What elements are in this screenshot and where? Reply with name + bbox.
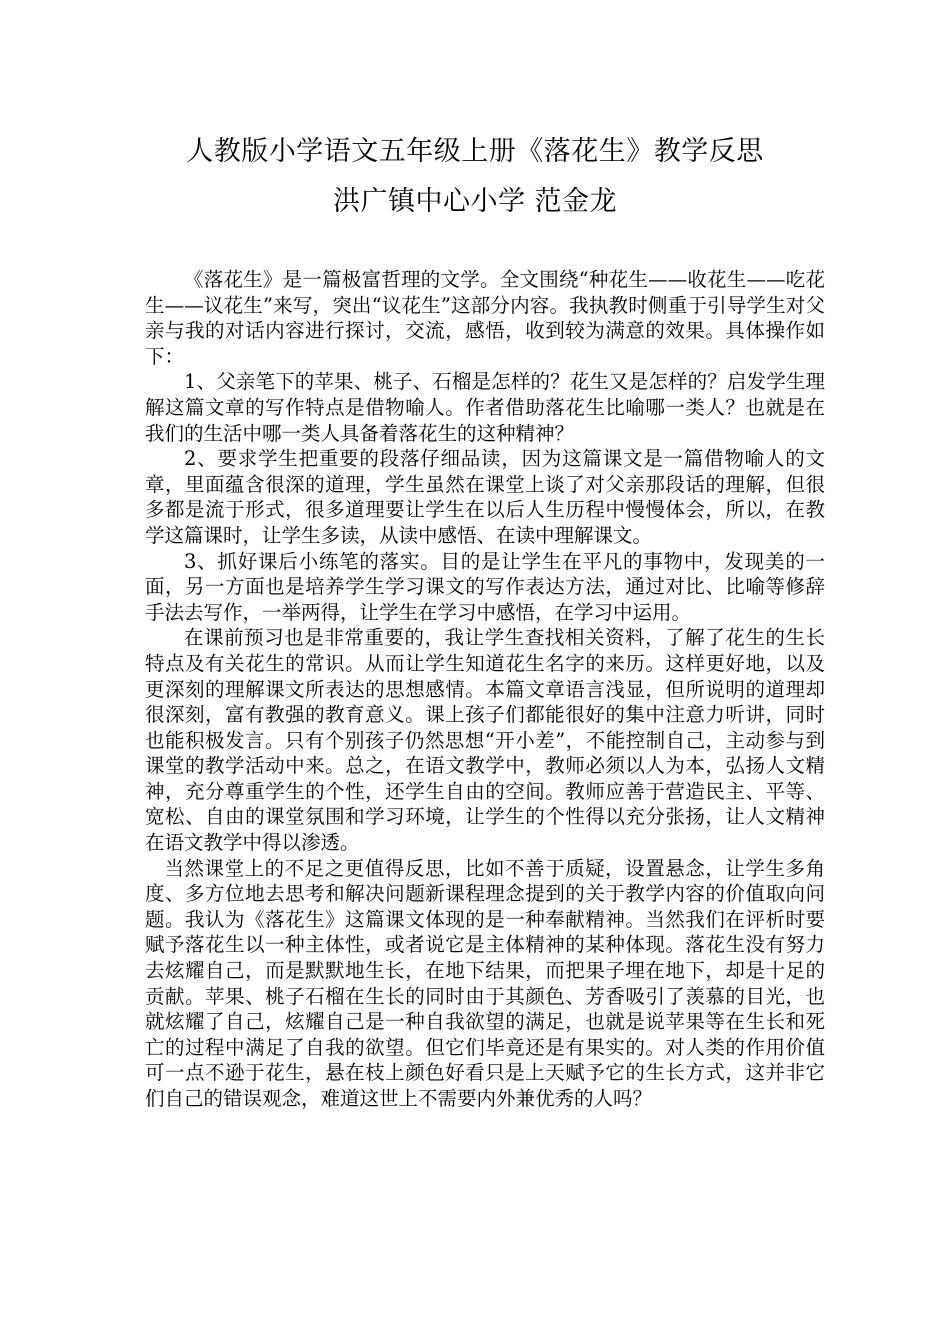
paragraph-point-2: 2、要求学生把重要的段落仔细品读，因为这篇课文是一篇借物喻人的文章，里面蕴含很深的道理，学生虽然在课堂上谈了对父亲那段话的理解，但很多都是流于形式，很多道理要让学生在以后人生历程中慢慢体会，所以，在教学这篇课时，让学生多读，从读中感悟、在读中理解课文。 [145, 447, 825, 547]
paragraph-preview: 在课前预习也是非常重要的，我让学生查找相关资料，了解了花生的生长特点及有关花生的常识。从而让学生知道花生名字的来历。这样更好地，以及更深刻的理解课文所表达的思想感情。本篇文章语言浅显，但所说明的道理却很深刻，富有教强的教育意义。课上孩子们都能很好的集中注意力听讲，同时也能积极发言。只有个别孩子仍然思想“开小差”，不能控制自己，主动参与到课堂的教学活动中来。总之，在语文教学中，教师必须以人为本，弘扬人文精神，充分尊重学生的个性，还学生自由的空间。教师应善于营造民主、平等、宽松、自由的课堂氛围和学习环境，让学生的个性得以充分张扬，让人文精神在语文教学中得以渗透。 [145, 626, 825, 855]
paragraph-reflection: 当然课堂上的不足之更值得反思，比如不善于质疑，设置悬念，让学生多角度、多方位地去思考和解决问题新课程理念提到的关于教学内容的价值取向问题。我认为《落花生》这篇课文体现的是一种奉献精神。当然我们在评析时要赋予落花生以一种主体性，或者说它是主体精神的某种体现。落花生没有努力去炫耀自己，而是默默地生长，在地下结果，而把果子埋在地下，却是十足的贡献。苹果、桃子石榴在生长的同时由于其颜色、芳香吸引了羡慕的目光，也就炫耀了自己，炫耀自己是一种自我欲望的满足，也就是说苹果等在生长和死亡的过程中满足了自我的欲望。但它们毕竟还是有果实的。对人类的作用价值可一点不逊于花生，悬在枝上颜色好看只是上天赋予它的生长方式，这并非它们自己的错误观念，难道这世上不需要内外兼优秀的人吗？ [145, 856, 825, 1110]
paragraph-point-1: 1、父亲笔下的苹果、桃子、石榴是怎样的？花生又是怎样的？启发学生理解这篇文章的写作特点是借物喻人。作者借助落花生比喻哪一类人？也就是在我们的生活中哪一类人具备着落花生的这种精神？ [145, 370, 825, 445]
document-body [145, 267, 825, 1112]
paragraph-intro: 《落花生》是一篇极富哲理的文学。全文围绕“种花生——收花生——吃花生——议花生”来写，突出“议花生”这部分内容。我执教时侧重于引导学生对父亲与我的对话内容进行探讨，交流，感悟，收到较为满意的效果。具体操作如下： [145, 268, 825, 368]
paragraph-point-3: 3、抓好课后小练笔的落实。目的是让学生在平凡的事物中，发现美的一面，另一方面也是培养学生学习课文的写作表达方法，通过对比、比喻等修辞手法去写作，一举两得，让学生在学习中感悟，在学习中运用。 [145, 549, 825, 624]
document-title: 人教版小学语文五年级上册《落花生》教学反思 [186, 136, 764, 167]
author-line: 洪广镇中心小学 范金龙 [332, 186, 618, 217]
